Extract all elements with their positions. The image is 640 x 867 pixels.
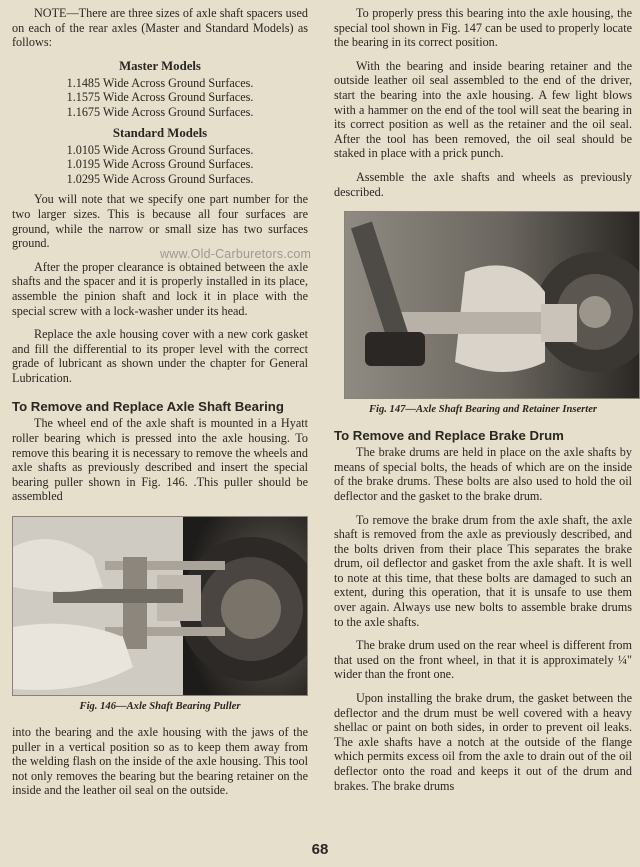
drums-held-paragraph: The brake drums are held in place on the axle shafts by means of special bolts, the heads of which are on the inside of the brake drums. These bolts are also used to hold the oil deflector and the gasket to the brake drum. xyxy=(334,445,632,503)
clearance-paragraph: After the proper clearance is obtained between the axle shafts and the spacer and it is properly installed in its place, assemble the pinion shaft and lock it in place with the special screw with a lock-washer under its head. xyxy=(12,259,308,318)
spec-item: 1.0295 Wide Across Ground Surfaces. xyxy=(66,171,254,186)
figure-147-photo xyxy=(344,211,640,399)
note-paragraph: NOTE—There are three sizes of axle shaft spacers used on each of the rear axles (Master and Standard Models) as follows: xyxy=(12,6,308,50)
standard-models-heading: Standard Models xyxy=(112,125,208,140)
rear-wheel-drum-paragraph: The brake drum used on the rear wheel is different from that used on the front wheel, in that it is approximately ¼" wider than the front one. xyxy=(334,638,632,682)
figure-146-photo xyxy=(12,516,308,696)
spec-item: 1.1485 Wide Across Ground Surfaces. xyxy=(66,75,254,90)
remove-drum-paragraph: To remove the brake drum from the axle shaft, the axle shaft is removed from the axle as previously described, and the bolts driven from their place This separates the brake drum, oil deflector and gasket from the axle shaft. It is well to note at this time, that these bolts are damaged to such an extent, during this operation, that it is unsafe to use them over again. Always use new bolts to assemble brake drums to the axle shafts. xyxy=(334,512,632,629)
puller-continued-paragraph: into the bearing and the axle housing with the jaws of the puller in a vertical position so as to keep them away from the welding flash on the inside of the axle housing. This tool not only removes the bearing but the bearing retainer on the inside and the leather oil seal on the outside. xyxy=(12,725,308,798)
page-number: 68 xyxy=(311,841,329,858)
installing-drum-paragraph: Upon installing the brake drum, the gasket between the deflector and the drum must be well covered with a heavy shellac or paint on both sides, in order to prevent oil leaks. The axle shafts have a notch at the outside of the flange which permits excess oil from the axle to drain out of the oil deflector onto the road and keeps it out of the drum and brakes. The brake drums xyxy=(334,691,632,793)
part-number-paragraph: You will note that we specify one part number for the two larger sizes. This is because all four surfaces are ground, while the narrow or small size has two surfaces ground. xyxy=(12,192,308,251)
left-column xyxy=(12,6,308,807)
section-heading-axle-bearing: To Remove and Replace Axle Shaft Bearing xyxy=(12,399,284,415)
spec-item: 1.1575 Wide Across Ground Surfaces. xyxy=(66,90,254,105)
bearing-inserter-illustration xyxy=(345,212,639,398)
spec-item: 1.0195 Wide Across Ground Surfaces. xyxy=(66,157,254,172)
figure-147-caption: Fig. 147—Axle Shaft Bearing and Retainer Inserter xyxy=(368,404,598,416)
spec-item: 1.0105 Wide Across Ground Surfaces. xyxy=(66,142,254,157)
figure-146-caption: Fig. 146—Axle Shaft Bearing Puller xyxy=(79,701,241,713)
master-models-list xyxy=(12,76,308,120)
section-heading-brake-drum: To Remove and Replace Brake Drum xyxy=(334,428,564,444)
spec-item: 1.1675 Wide Across Ground Surfaces. xyxy=(66,104,254,119)
bearing-puller-illustration xyxy=(13,517,307,695)
housing-cover-paragraph: Replace the axle housing cover with a new cork gasket and fill the differential to its proper level with the correct grade of lubricant as shown under the chapter for General Lubrication. xyxy=(12,327,308,385)
wheel-end-paragraph: The wheel end of the axle shaft is mounted in a Hyatt roller bearing which is pressed into the axle housing. To remove this bearing it is necessary to remove the wheels and axle shafts as previously described and insert the special bearing puller shown in Fig. 146. .This puller should be assembled xyxy=(12,416,308,504)
bearing-retainer-paragraph: With the bearing and inside bearing retainer and the outside leather oil seal assembled to the end of the driver, start the bearing into the axle housing. A few light blows with a hammer on the end of the tool will seat the bearing in its correct position as well as the retainer and the oil seal. After the tool has been removed, the oil seal should be staked in place with a prick punch. xyxy=(334,58,632,161)
right-column xyxy=(334,6,632,802)
standard-models-list xyxy=(12,143,308,187)
press-bearing-paragraph: To properly press this bearing into the axle housing, the special tool shown in Fig. 147 can be used to properly locate the bearing in its correct position. xyxy=(334,6,632,50)
watermark-text: www.Old-Carburetors.com xyxy=(160,247,312,261)
master-models-heading: Master Models xyxy=(119,58,201,73)
assemble-shafts-paragraph: Assemble the axle shafts and wheels as previously described. xyxy=(334,169,632,199)
